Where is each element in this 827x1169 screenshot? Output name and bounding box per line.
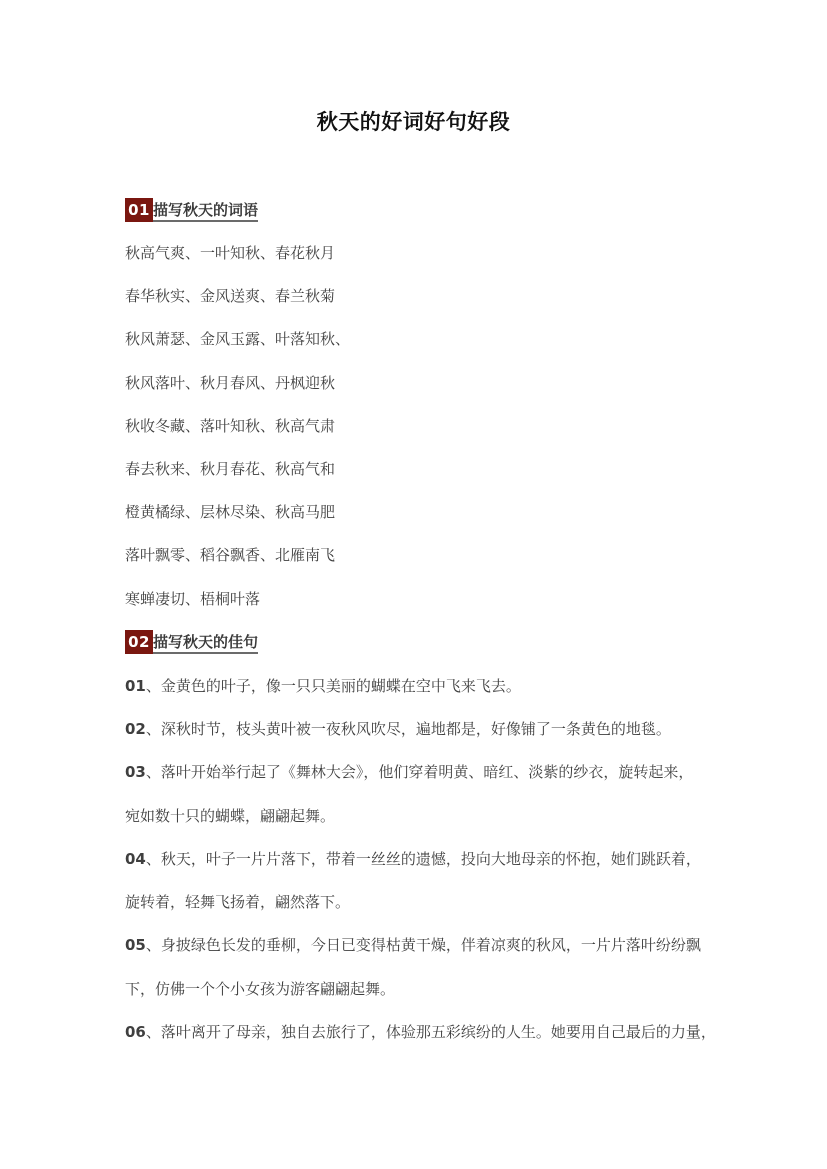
sentence-line-continued: [125, 806, 335, 826]
section-heading-text: 描写秋天的词语: [153, 198, 258, 222]
word-list-line: 秋高气爽、一叶知秋、春花秋月: [125, 244, 336, 262]
sentence-line: [125, 849, 701, 869]
sentence-text: 旋转着，轻舞飞扬着，翩然落下。: [125, 893, 351, 911]
sentence-text: 、身披绿色长发的垂柳，今日已变得枯黄干燥，伴着凉爽的秋风，一片片落叶纷纷飘: [145, 936, 701, 954]
sentence-number: 06: [125, 1023, 146, 1041]
word-list-line: 寒蝉凄切、梧桐叶落: [125, 590, 261, 608]
sentence-text: 、落叶开始举行起了《舞林大会》，他们穿着明黄、暗红、淡紫的纱衣，旋转起来，: [145, 763, 694, 781]
sentence-number: 02: [125, 720, 146, 738]
sentence-text: 、秋天，叶子一片片落下，带着一丝丝的遗憾，投向大地母亲的怀抱，她们跳跃着，: [145, 850, 701, 868]
sentence-number: 03: [125, 763, 146, 781]
sentence-line: [125, 935, 701, 955]
section-heading-text: 描写秋天的佳句: [153, 630, 258, 654]
sentence-text: 、落叶离开了母亲，独自去旅行了，体验那五彩缤纷的人生。她要用自己最后的力量，: [145, 1023, 716, 1041]
sentence-text: 、金黄色的叶子，像一只只美丽的蝴蝶在空中飞来飞去。: [145, 677, 521, 695]
word-list-line: 春去秋来、秋月春花、秋高气和: [125, 460, 336, 478]
word-list-line: 落叶飘零、稻谷飘香、北雁南飞: [125, 546, 336, 564]
sentence-text: 下，仿佛一个个小女孩为游客翩翩起舞。: [125, 980, 396, 998]
sentence-number: 05: [125, 936, 146, 954]
sentence-line: [125, 762, 693, 782]
document-title: 秋天的好词好句好段: [316, 110, 511, 134]
sentence-number: 04: [125, 850, 146, 868]
sentence-line: [125, 719, 671, 739]
sentence-number: 01: [125, 677, 146, 695]
sentence-line: [125, 676, 521, 696]
section-number-badge: 02: [125, 630, 153, 654]
sentence-line-continued: [125, 892, 350, 912]
word-list-line: 橙黄橘绿、层林尽染、秋高马肥: [125, 503, 336, 521]
word-list-line: 秋风萧瑟、金风玉露、叶落知秋、: [125, 330, 351, 348]
word-list-line: 春华秋实、金风送爽、春兰秋菊: [125, 287, 336, 305]
section-heading-sentences: [125, 630, 258, 654]
sentence-text: 、深秋时节，枝头黄叶被一夜秋风吹尽，遍地都是，好像铺了一条黄色的地毯。: [145, 720, 671, 738]
sentence-text: 宛如数十只的蝴蝶，翩翩起舞。: [125, 807, 336, 825]
sentence-line: [125, 1022, 716, 1042]
section-number-badge: 01: [125, 198, 153, 222]
section-heading-words: [125, 198, 258, 222]
word-list-line: 秋收冬藏、落叶知秋、秋高气肃: [125, 417, 336, 435]
word-list-line: 秋风落叶、秋月春风、丹枫迎秋: [125, 374, 336, 392]
sentence-line-continued: [125, 979, 395, 999]
